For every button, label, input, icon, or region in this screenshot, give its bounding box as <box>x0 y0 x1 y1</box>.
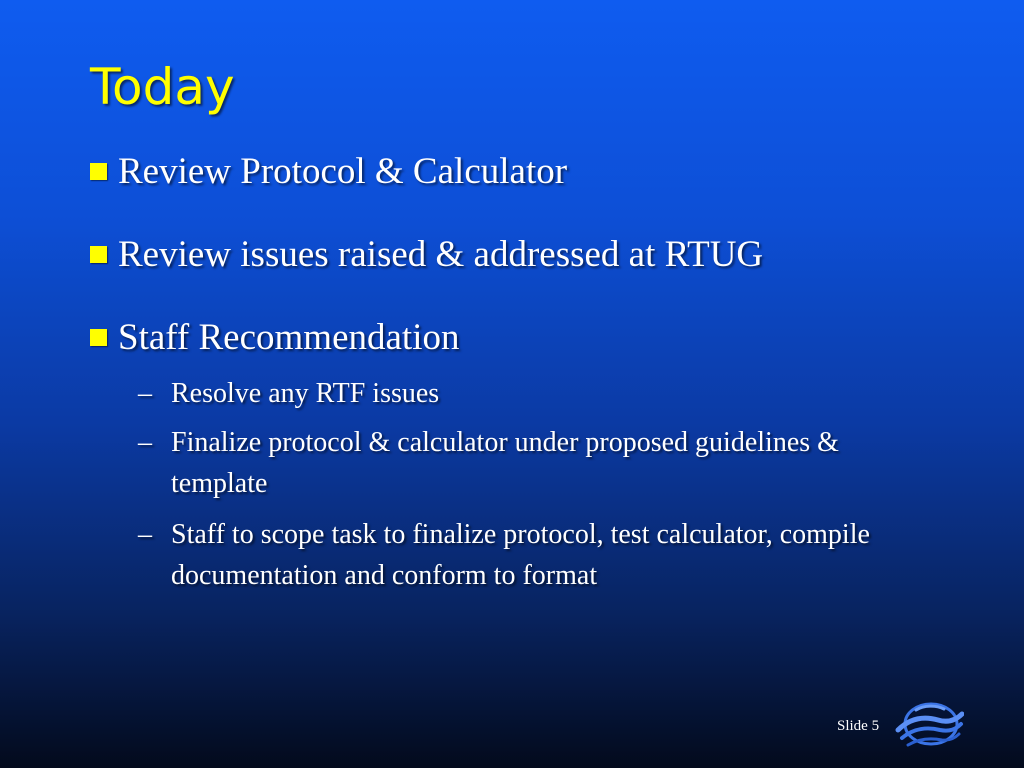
dash-marker: – <box>138 378 152 409</box>
bullet-text: Staff Recommendation <box>118 317 460 358</box>
bullet-item-1 <box>90 150 567 194</box>
dash-marker: – <box>138 519 152 550</box>
sub-bullet-item-2 <box>138 422 938 504</box>
sub-bullet-text: Resolve any RTF issues <box>171 378 440 409</box>
bullet-square-icon <box>90 163 107 180</box>
sub-bullet-text: Staff to scope task to finalize protocol, test calculator, compile documentation and conform to format <box>171 519 870 591</box>
dash-marker: – <box>138 427 152 458</box>
bullet-text: Review issues raised & addressed at RTUG <box>118 234 764 275</box>
bullet-item-2 <box>90 233 763 277</box>
slide-number: Slide 5 <box>837 718 880 734</box>
sub-bullet-item-1 <box>138 373 938 414</box>
bullet-square-icon <box>90 329 107 346</box>
wave-logo-icon <box>894 700 964 752</box>
bullet-square-icon <box>90 246 107 263</box>
bullet-item-3 <box>90 316 460 360</box>
sub-bullet-text: Finalize protocol & calculator under proposed guidelines & template <box>171 427 839 499</box>
bullet-text: Review Protocol & Calculator <box>118 151 568 192</box>
sub-bullet-item-3 <box>138 514 938 596</box>
slide-title: Today <box>90 58 235 116</box>
